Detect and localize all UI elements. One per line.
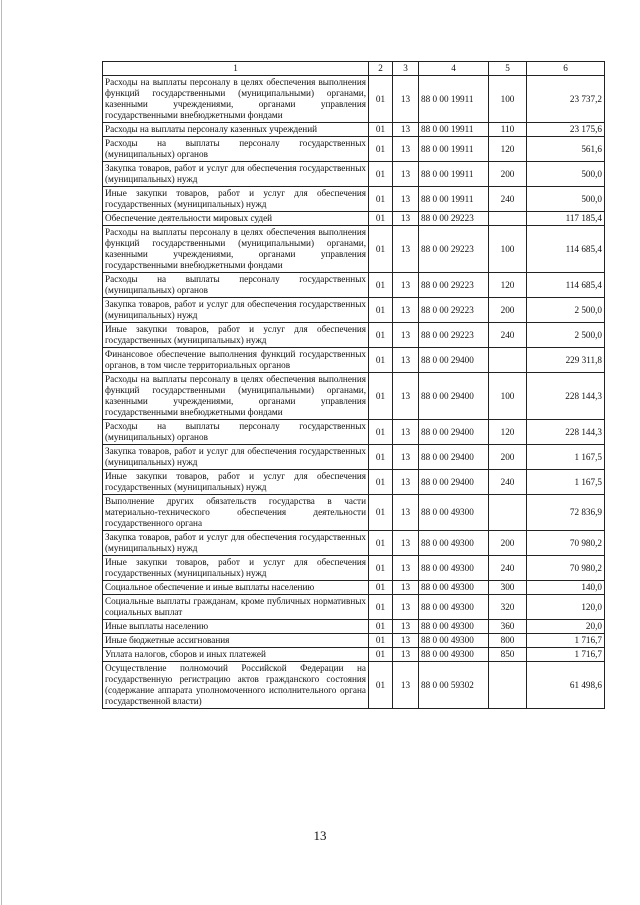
amount: 500,0 xyxy=(527,162,605,187)
target-article-code: 88 0 00 29223 xyxy=(419,226,489,273)
subsection-code: 13 xyxy=(393,531,419,556)
section-code: 01 xyxy=(369,581,393,595)
target-article-code: 88 0 00 49300 xyxy=(419,620,489,634)
section-code: 01 xyxy=(369,420,393,445)
target-article-code: 88 0 00 29223 xyxy=(419,273,489,298)
table-row xyxy=(103,445,605,470)
section-code: 01 xyxy=(369,595,393,620)
expense-type-code: 240 xyxy=(489,556,527,581)
amount: 117 185,4 xyxy=(527,212,605,226)
row-description: Выполнение других обязательств государства в части материально-технического обеспечения деятельности государственного органа xyxy=(103,495,369,531)
target-article-code: 88 0 00 49300 xyxy=(419,495,489,531)
table-row xyxy=(103,581,605,595)
subsection-code: 13 xyxy=(393,162,419,187)
target-article-code: 88 0 00 29400 xyxy=(419,420,489,445)
expense-type-code xyxy=(489,212,527,226)
row-description: Расходы на выплаты персоналу государственных (муниципальных) органов xyxy=(103,273,369,298)
expense-type-code: 200 xyxy=(489,445,527,470)
section-code: 01 xyxy=(369,634,393,648)
table-row xyxy=(103,373,605,420)
amount: 229 311,8 xyxy=(527,348,605,373)
row-description: Социальное обеспечение и иные выплаты населению xyxy=(103,581,369,595)
row-description: Расходы на выплаты персоналу в целях обеспечения выполнения функций государственными (муниципальными) органами, казенными учреждениями, органами управления государственными внебюджетными фондами xyxy=(103,76,369,123)
subsection-code: 13 xyxy=(393,323,419,348)
table-row xyxy=(103,470,605,495)
subsection-code: 13 xyxy=(393,212,419,226)
amount: 70 980,2 xyxy=(527,531,605,556)
table-row xyxy=(103,495,605,531)
amount: 140,0 xyxy=(527,581,605,595)
expense-type-code: 240 xyxy=(489,187,527,212)
target-article-code: 88 0 00 19911 xyxy=(419,123,489,137)
amount: 114 685,4 xyxy=(527,226,605,273)
subsection-code: 13 xyxy=(393,495,419,531)
row-description: Закупка товаров, работ и услуг для обеспечения государственных (муниципальных) нужд xyxy=(103,531,369,556)
subsection-code: 13 xyxy=(393,348,419,373)
target-article-code: 88 0 00 29223 xyxy=(419,323,489,348)
section-code: 01 xyxy=(369,348,393,373)
row-description: Расходы на выплаты персоналу государственных (муниципальных) органов xyxy=(103,420,369,445)
target-article-code: 88 0 00 49300 xyxy=(419,556,489,581)
section-code: 01 xyxy=(369,162,393,187)
table-row xyxy=(103,420,605,445)
target-article-code: 88 0 00 29400 xyxy=(419,373,489,420)
expense-type-code: 100 xyxy=(489,76,527,123)
amount: 1 167,5 xyxy=(527,470,605,495)
row-description: Иные бюджетные ассигнования xyxy=(103,634,369,648)
section-code: 01 xyxy=(369,620,393,634)
amount: 2 500,0 xyxy=(527,323,605,348)
amount: 500,0 xyxy=(527,187,605,212)
row-description: Расходы на выплаты персоналу казенных учреждений xyxy=(103,123,369,137)
section-code: 01 xyxy=(369,137,393,162)
target-article-code: 88 0 00 49300 xyxy=(419,531,489,556)
table-row xyxy=(103,298,605,323)
subsection-code: 13 xyxy=(393,581,419,595)
row-description: Иные закупки товаров, работ и услуг для обеспечения государственных (муниципальных) нужд xyxy=(103,470,369,495)
section-code: 01 xyxy=(369,470,393,495)
header-row xyxy=(103,62,605,76)
table-row xyxy=(103,595,605,620)
row-description: Иные выплаты населению xyxy=(103,620,369,634)
header-col-1: 1 xyxy=(103,62,369,76)
row-description: Закупка товаров, работ и услуг для обеспечения государственных (муниципальных) нужд xyxy=(103,298,369,323)
section-code: 01 xyxy=(369,373,393,420)
amount: 561,6 xyxy=(527,137,605,162)
expense-type-code: 100 xyxy=(489,226,527,273)
table-row xyxy=(103,620,605,634)
expense-type-code: 240 xyxy=(489,323,527,348)
expense-type-code: 200 xyxy=(489,298,527,323)
subsection-code: 13 xyxy=(393,226,419,273)
target-article-code: 88 0 00 49300 xyxy=(419,648,489,662)
subsection-code: 13 xyxy=(393,187,419,212)
section-code: 01 xyxy=(369,531,393,556)
section-code: 01 xyxy=(369,445,393,470)
amount: 20,0 xyxy=(527,620,605,634)
row-description: Финансовое обеспечение выполнения функций государственных органов, в том числе территориальных органов xyxy=(103,348,369,373)
expense-type-code: 360 xyxy=(489,620,527,634)
target-article-code: 88 0 00 19911 xyxy=(419,76,489,123)
expense-type-code: 120 xyxy=(489,273,527,298)
target-article-code: 88 0 00 49300 xyxy=(419,581,489,595)
amount: 114 685,4 xyxy=(527,273,605,298)
header-col-5: 5 xyxy=(489,62,527,76)
section-code: 01 xyxy=(369,298,393,323)
table-row xyxy=(103,662,605,709)
expense-type-code: 240 xyxy=(489,470,527,495)
expense-type-code: 200 xyxy=(489,531,527,556)
section-code: 01 xyxy=(369,123,393,137)
target-article-code: 88 0 00 49300 xyxy=(419,595,489,620)
table-row xyxy=(103,123,605,137)
amount: 70 980,2 xyxy=(527,556,605,581)
row-description: Расходы на выплаты персоналу в целях обеспечения выполнения функций государственными (муниципальными) органами, казенными учреждениями, органами управления государственными внебюджетными фондами xyxy=(103,373,369,420)
section-code: 01 xyxy=(369,648,393,662)
target-article-code: 88 0 00 29400 xyxy=(419,445,489,470)
amount: 61 498,6 xyxy=(527,662,605,709)
amount: 1 167,5 xyxy=(527,445,605,470)
expense-type-code: 110 xyxy=(489,123,527,137)
amount: 228 144,3 xyxy=(527,373,605,420)
target-article-code: 88 0 00 19911 xyxy=(419,187,489,212)
expense-type-code: 200 xyxy=(489,162,527,187)
header-col-2: 2 xyxy=(369,62,393,76)
amount: 23 737,2 xyxy=(527,76,605,123)
row-description: Иные закупки товаров, работ и услуг для обеспечения государственных (муниципальных) нужд xyxy=(103,323,369,348)
target-article-code: 88 0 00 29400 xyxy=(419,348,489,373)
amount: 2 500,0 xyxy=(527,298,605,323)
expense-type-code xyxy=(489,348,527,373)
section-code: 01 xyxy=(369,273,393,298)
subsection-code: 13 xyxy=(393,595,419,620)
amount: 72 836,9 xyxy=(527,495,605,531)
expense-type-code: 120 xyxy=(489,420,527,445)
table-row xyxy=(103,273,605,298)
target-article-code: 88 0 00 59302 xyxy=(419,662,489,709)
amount: 1 716,7 xyxy=(527,648,605,662)
target-article-code: 88 0 00 29223 xyxy=(419,298,489,323)
expense-type-code: 100 xyxy=(489,373,527,420)
target-article-code: 88 0 00 29400 xyxy=(419,470,489,495)
table-row xyxy=(103,323,605,348)
table-row xyxy=(103,348,605,373)
amount: 228 144,3 xyxy=(527,420,605,445)
table-row xyxy=(103,226,605,273)
subsection-code: 13 xyxy=(393,76,419,123)
row-description: Иные закупки товаров, работ и услуг для обеспечения государственных (муниципальных) нужд xyxy=(103,556,369,581)
subsection-code: 13 xyxy=(393,620,419,634)
subsection-code: 13 xyxy=(393,556,419,581)
subsection-code: 13 xyxy=(393,273,419,298)
section-code: 01 xyxy=(369,662,393,709)
target-article-code: 88 0 00 19911 xyxy=(419,162,489,187)
table-row xyxy=(103,648,605,662)
expense-type-code: 320 xyxy=(489,595,527,620)
row-description: Расходы на выплаты персоналу в целях обеспечения выполнения функций государственными (муниципальными) органами, казенными учреждениями, органами управления государственными внебюджетными фондами xyxy=(103,226,369,273)
header-col-6: 6 xyxy=(527,62,605,76)
section-code: 01 xyxy=(369,76,393,123)
target-article-code: 88 0 00 49300 xyxy=(419,634,489,648)
subsection-code: 13 xyxy=(393,445,419,470)
amount: 23 175,6 xyxy=(527,123,605,137)
target-article-code: 88 0 00 19911 xyxy=(419,137,489,162)
table-row xyxy=(103,556,605,581)
expense-type-code: 800 xyxy=(489,634,527,648)
row-description: Уплата налогов, сборов и иных платежей xyxy=(103,648,369,662)
header-col-4: 4 xyxy=(419,62,489,76)
table-row xyxy=(103,162,605,187)
header-col-3: 3 xyxy=(393,62,419,76)
section-code: 01 xyxy=(369,226,393,273)
subsection-code: 13 xyxy=(393,634,419,648)
section-code: 01 xyxy=(369,556,393,581)
section-code: 01 xyxy=(369,187,393,212)
subsection-code: 13 xyxy=(393,662,419,709)
row-description: Обеспечение деятельности мировых судей xyxy=(103,212,369,226)
expense-type-code: 300 xyxy=(489,581,527,595)
row-description: Иные закупки товаров, работ и услуг для обеспечения государственных (муниципальных) нужд xyxy=(103,187,369,212)
row-description: Осуществление полномочий Российской Федерации на государственную регистрацию актов гражданского состояния (содержание аппарата уполномоченного исполнительного органа государственной власти) xyxy=(103,662,369,709)
table-row xyxy=(103,76,605,123)
row-description: Социальные выплаты гражданам, кроме публичных нормативных социальных выплат xyxy=(103,595,369,620)
subsection-code: 13 xyxy=(393,470,419,495)
subsection-code: 13 xyxy=(393,648,419,662)
table-row xyxy=(103,187,605,212)
subsection-code: 13 xyxy=(393,420,419,445)
amount: 1 716,7 xyxy=(527,634,605,648)
row-description: Расходы на выплаты персоналу государственных (муниципальных) органов xyxy=(103,137,369,162)
target-article-code: 88 0 00 29223 xyxy=(419,212,489,226)
section-code: 01 xyxy=(369,212,393,226)
subsection-code: 13 xyxy=(393,373,419,420)
section-code: 01 xyxy=(369,495,393,531)
subsection-code: 13 xyxy=(393,123,419,137)
row-description: Закупка товаров, работ и услуг для обеспечения государственных (муниципальных) нужд xyxy=(103,162,369,187)
expense-type-code: 120 xyxy=(489,137,527,162)
page-edge-line xyxy=(1,0,2,905)
expense-type-code xyxy=(489,662,527,709)
page-number: 13 xyxy=(313,828,327,843)
table-row xyxy=(103,531,605,556)
subsection-code: 13 xyxy=(393,137,419,162)
amount: 120,0 xyxy=(527,595,605,620)
table-row xyxy=(103,634,605,648)
expense-type-code: 850 xyxy=(489,648,527,662)
budget-table xyxy=(102,61,605,709)
subsection-code: 13 xyxy=(393,298,419,323)
section-code: 01 xyxy=(369,323,393,348)
row-description: Закупка товаров, работ и услуг для обеспечения государственных (муниципальных) нужд xyxy=(103,445,369,470)
table-row xyxy=(103,212,605,226)
table-row xyxy=(103,137,605,162)
expense-type-code xyxy=(489,495,527,531)
